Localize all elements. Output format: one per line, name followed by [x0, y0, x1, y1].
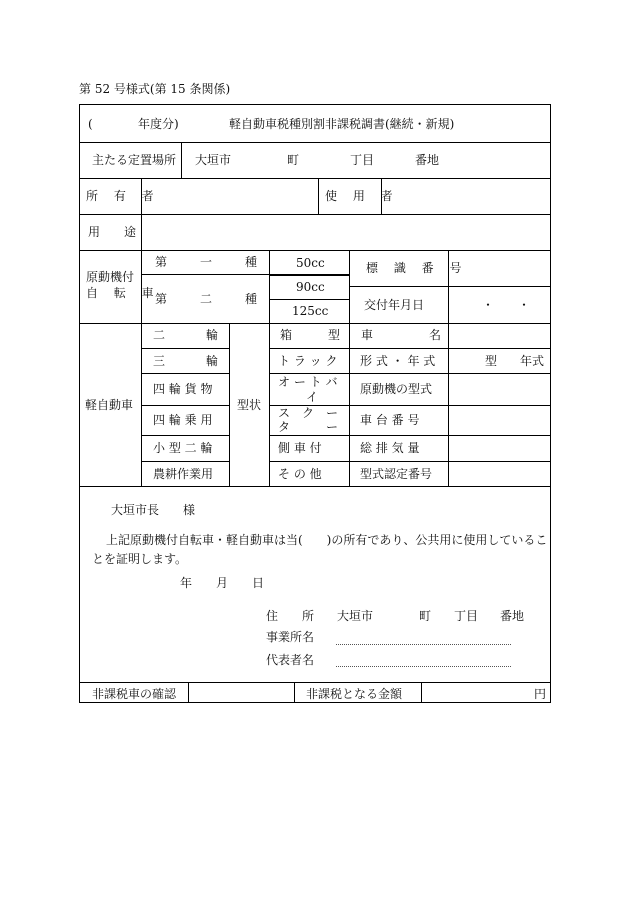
moped-class1: 第	[155, 255, 168, 269]
title-year-open: (	[88, 117, 93, 131]
issue-value: ・ ・	[482, 298, 531, 312]
row-divider	[269, 461, 550, 462]
row-divider	[269, 299, 349, 300]
form-title: 軽自動車税種別割非課税調書(継続・新規)	[229, 117, 455, 131]
issue-label: 交付年月日	[364, 298, 425, 312]
cc-90: 90cc	[296, 280, 325, 294]
col-divider	[188, 682, 189, 703]
rep-label: 代表者名	[266, 653, 315, 667]
lv-field: 型式認定番号	[360, 467, 433, 481]
cc-125: 125cc	[292, 304, 329, 318]
addressee: 大垣市長 様	[111, 503, 196, 517]
col-divider	[448, 250, 449, 486]
moped-label: 自 転 車	[86, 286, 160, 300]
model-value: 型	[485, 354, 498, 368]
row-divider	[80, 178, 550, 179]
amount-label: 非課税となる金額	[306, 687, 403, 701]
tax-exemption-form	[79, 104, 551, 703]
lv-type: 輪	[206, 354, 219, 368]
row-divider	[80, 214, 550, 215]
confirm-label: 非課税車の確認	[92, 687, 177, 701]
row-divider	[80, 486, 550, 487]
body-shape-label: 型状	[237, 398, 262, 412]
moped-class1: 一	[200, 255, 213, 269]
moped-class2: 二	[200, 292, 213, 306]
row-divider	[269, 373, 550, 374]
location-cho: 町	[287, 153, 300, 167]
address-label: 住 所	[266, 609, 315, 623]
moped-label: 原動機付	[86, 270, 135, 284]
row-divider	[349, 286, 550, 287]
row-divider	[269, 275, 349, 276]
cc-50: 50cc	[296, 256, 325, 270]
lv-type: 四 輪 貨 物	[153, 382, 213, 396]
lv-shape: オ ー ト バ	[278, 375, 338, 389]
row-divider	[269, 348, 550, 349]
col-divider	[229, 323, 230, 486]
certification-body: とを証明します。	[92, 552, 188, 566]
rep-line	[336, 666, 511, 667]
moped-class2: 種	[245, 292, 258, 306]
row-divider	[141, 435, 229, 436]
lv-shape: ス ク ー	[278, 406, 339, 420]
plate-label: 標 識 番 号	[366, 261, 468, 275]
lv-shape: イ	[306, 390, 319, 404]
address-banchi: 番地	[500, 609, 525, 623]
form-id: 第 52 号様式(第 15 条関係)	[79, 82, 231, 96]
row-divider	[141, 373, 229, 374]
row-divider	[80, 682, 550, 683]
certification-body: 上記原動機付自転車・軽自動車は当( )の所有であり、公共用に使用しているこ	[106, 533, 548, 547]
title-year-suffix: 年度分)	[138, 117, 179, 131]
location-chome: 丁目	[350, 153, 375, 167]
yen-unit: 円	[534, 687, 547, 701]
lv-field: 車 台 番 号	[360, 413, 420, 427]
lv-field: 名	[429, 328, 442, 342]
owner-label: 所 有 者	[86, 189, 160, 203]
row-divider	[269, 435, 550, 436]
location-banchi: 番地	[415, 153, 440, 167]
col-divider	[349, 250, 350, 486]
row-divider	[141, 405, 229, 406]
lv-type: 二	[153, 328, 166, 342]
purpose-label: 用 途	[88, 225, 137, 239]
office-line	[336, 644, 511, 645]
lv-field: 車	[361, 328, 374, 342]
lv-type: 農耕作業用	[153, 467, 214, 481]
lv-type: 輪	[206, 328, 219, 342]
address-cho: 町	[419, 609, 432, 623]
user-label: 使 用 者	[325, 189, 399, 203]
col-divider	[421, 682, 422, 703]
lv-field: 原動機の型式	[360, 382, 433, 396]
row-divider	[80, 142, 550, 143]
certification-date: 年 月 日	[180, 576, 265, 590]
col-divider	[318, 178, 319, 214]
address-city: 大垣市	[337, 609, 374, 623]
lv-type: 四 輪 乗 用	[153, 413, 213, 427]
col-divider	[269, 250, 270, 486]
office-label: 事業所名	[266, 630, 315, 644]
lv-shape: タ ー	[278, 420, 339, 434]
row-divider	[80, 323, 550, 324]
row-divider	[141, 461, 229, 462]
row-divider	[80, 250, 550, 251]
lv-shape: 型	[328, 328, 341, 342]
year-value: 年式	[520, 354, 545, 368]
moped-class2: 第	[155, 292, 168, 306]
lv-type: 三	[153, 354, 166, 368]
light-vehicle-label: 軽自動車	[85, 398, 134, 412]
lv-field: 総 排 気 量	[360, 441, 420, 455]
row-divider	[141, 348, 229, 349]
lv-shape: そ の 他	[278, 467, 322, 481]
address-chome: 丁目	[454, 609, 479, 623]
lv-shape: 側 車 付	[278, 441, 322, 455]
lv-type: 小 型 二 輪	[153, 441, 213, 455]
location-label: 主たる定置場所	[92, 153, 177, 167]
lv-shape: 箱	[280, 328, 293, 342]
moped-class1: 種	[245, 255, 258, 269]
col-divider	[294, 682, 295, 703]
lv-field: 形 式 ・ 年 式	[360, 354, 436, 368]
location-city: 大垣市	[195, 153, 232, 167]
lv-shape: ト ラ ッ ク	[278, 354, 338, 368]
col-divider	[181, 142, 182, 178]
